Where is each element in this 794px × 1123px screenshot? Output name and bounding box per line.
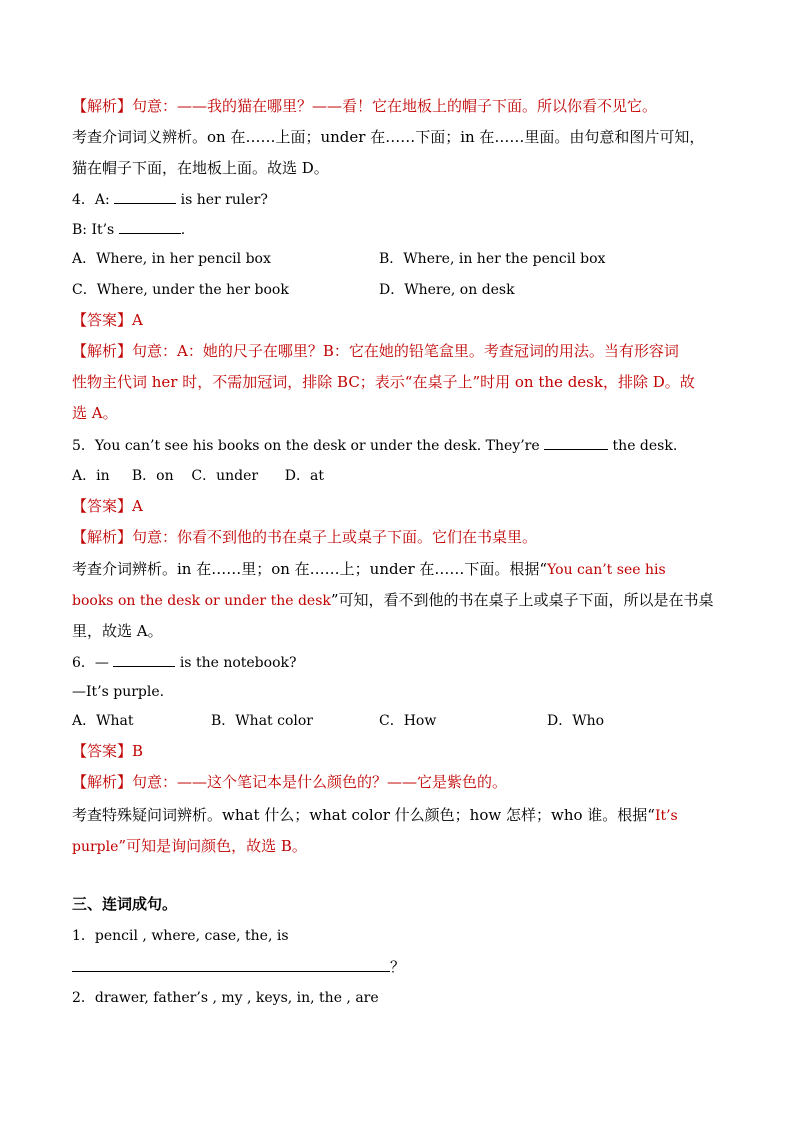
section3-item1-answer-line: ？: [72, 957, 405, 978]
q5-analysis-line3: books on the desk or under the desk”可知，看不到他的书在桌子上或桌子下面，所以是在书桌: [72, 591, 714, 609]
q5-analysis-line2: 考查介词辨析。in 在……里；on 在……上；under 在……下面。根据“You can’t see his: [72, 560, 666, 578]
q4-option-d: D．Where, on desk: [379, 282, 515, 298]
answer-blank: [72, 957, 390, 972]
q4-option-b: B．Where, in her the pencil box: [379, 251, 606, 267]
q3-analysis-line1: [72, 96, 657, 116]
q4-analysis-line1: 【解析】句意：A：她的尺子在哪里？B：它在她的铅笔盒里。考查冠词的用法。当有形容词: [72, 342, 679, 360]
q4-line-a: 4．A: is her ruler?: [72, 189, 268, 210]
q4-analysis-line3: 选 A。: [72, 404, 118, 422]
q6-question: 6．— is the notebook?: [72, 652, 296, 673]
q3-analysis-line3: 猫在帽子下面，在地板上面。故选 D。: [72, 159, 329, 177]
q5-question: 5．You can’t see his books on the desk or under the desk. They’re the desk.: [72, 435, 677, 456]
q6-answer: 【答案】B: [72, 742, 144, 760]
q4-option-c: C．Where, under the her book: [72, 282, 289, 298]
q5-analysis-line4: 里，故选 A。: [72, 622, 163, 640]
answer-blank: [544, 435, 608, 450]
answer-blank: [114, 189, 176, 204]
analysis-tag: 【解析】: [72, 97, 133, 115]
section3-item2: 2．drawer, father’s , my , keys, in, the , are: [72, 990, 379, 1006]
q6-option-d: D．Who: [547, 713, 605, 729]
q6-option-a: A．What: [72, 713, 134, 729]
q4-analysis-line2: 性物主代词 her 时，不需加冠词，排除 BC；表示“在桌子上”时用 on the desk，排除 D。故: [72, 373, 695, 391]
q4-option-a: A．Where, in her pencil box: [72, 251, 271, 267]
q4-answer: 【答案】A: [72, 311, 143, 329]
q6-option-c: C．How: [379, 713, 437, 729]
section-heading: 三、连词成句。: [72, 895, 178, 913]
q6-analysis-line3: purple”可知是询问颜色，故选 B。: [72, 837, 307, 855]
q6-reply: —It’s purple.: [72, 684, 165, 700]
q4-line-b: B: It’s .: [72, 219, 185, 240]
q5-answer: 【答案】A: [72, 497, 143, 515]
q3-analysis-line2: 考查介词词义辨析。on 在……上面；under 在……下面；in 在……里面。由句意和图片可知，: [72, 128, 705, 146]
answer-blank: [113, 652, 175, 667]
answer-blank: [119, 219, 181, 234]
analysis-text: 句意：——我的猫在哪里？——看！它在地板上的帽子下面。所以你看不见它。: [132, 97, 658, 115]
q6-option-b: B．What color: [211, 713, 313, 729]
q5-analysis-line1: 【解析】句意：你看不到他的书在桌子上或桌子下面。它们在书桌里。: [72, 528, 538, 546]
section3-item1: 1．pencil , where, case, the, is: [72, 928, 289, 944]
q6-analysis-line1: 【解析】句意：——这个笔记本是什么颜色的？——它是紫色的。: [72, 773, 508, 791]
q6-analysis-line2: 考查特殊疑问词辨析。what 什么；what color 什么颜色；how 怎样；who 谁。根据“It’s: [72, 806, 678, 824]
q5-options: A．in B．on C．under D．at: [72, 468, 324, 484]
